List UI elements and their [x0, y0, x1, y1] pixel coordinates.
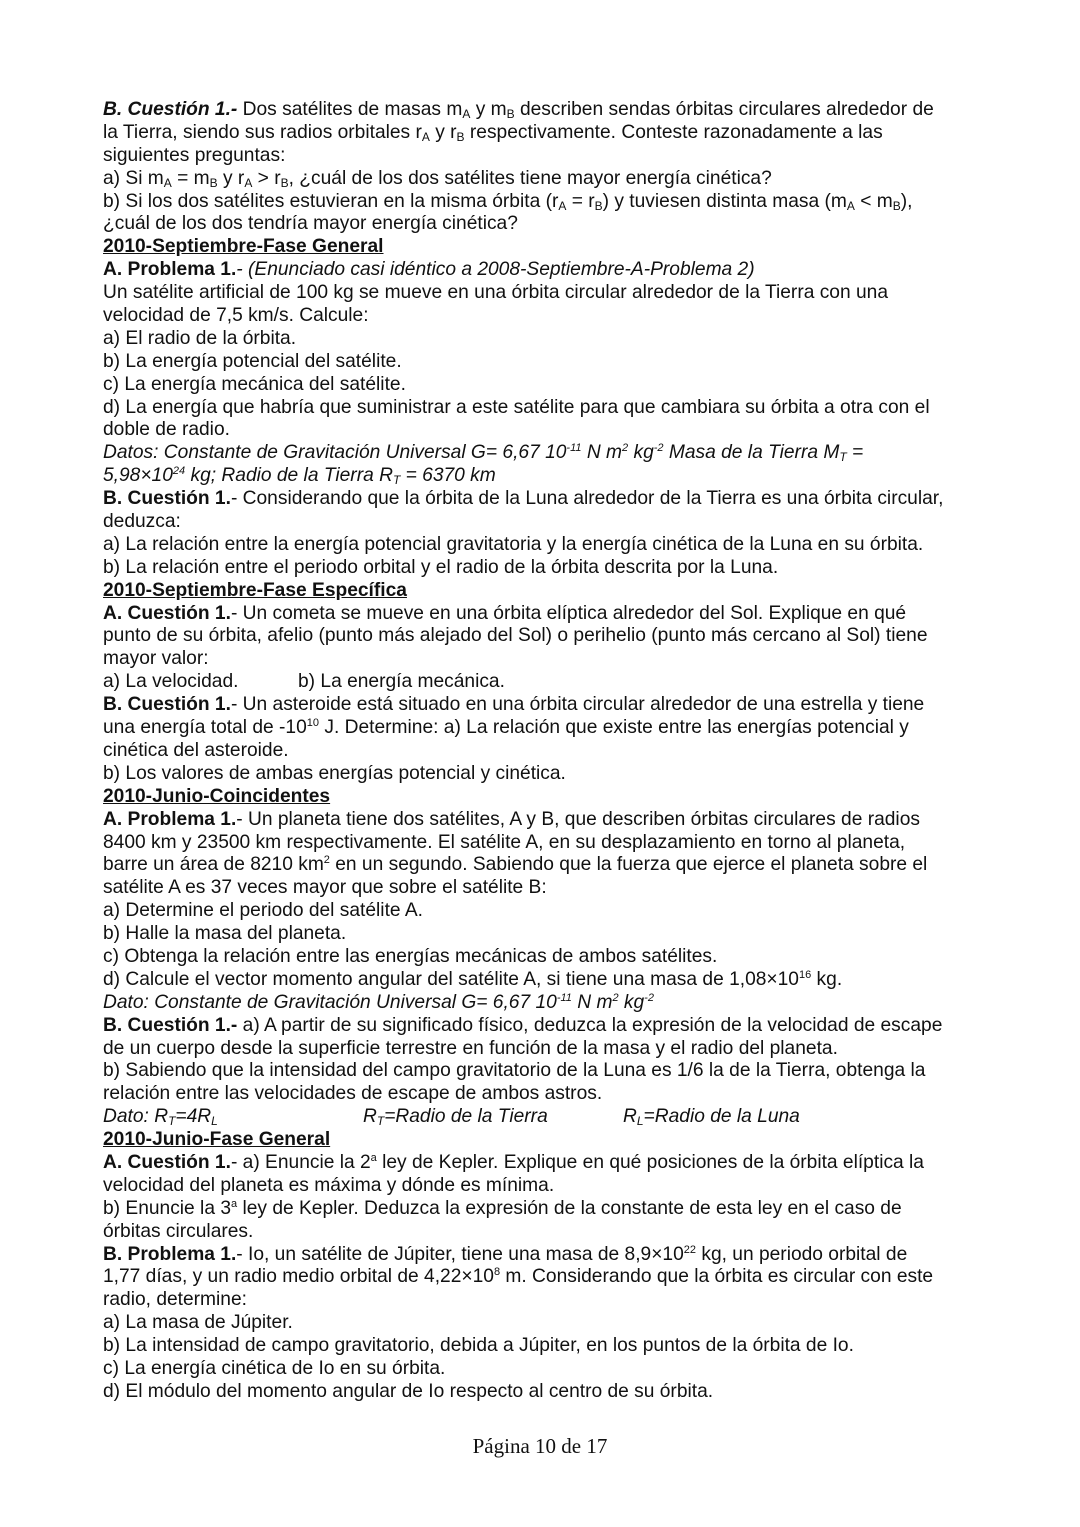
- text-line: b) La relación entre el periodo orbital y el radio de la órbita descrita por la Luna.: [103, 556, 779, 578]
- text: - Io, un satélite de Júpiter, tiene una masa de 8,9×10: [236, 1243, 684, 1265]
- text: 1,77 días, y un radio medio orbital de 4,22×10: [103, 1266, 494, 1288]
- text: 5,98×10: [103, 465, 173, 487]
- text: y m: [470, 99, 507, 120]
- data-line: [103, 465, 983, 488]
- superscript: -2: [644, 991, 654, 1004]
- text: describen sendas órbitas circulares alrededor de: [514, 99, 934, 120]
- text: a) Si m: [103, 167, 164, 189]
- superscript: 2: [323, 854, 330, 867]
- text: b) La energía mecánica.: [298, 671, 505, 693]
- text: m. Considerando que la órbita es circular con este: [500, 1266, 934, 1288]
- data-line: [103, 1106, 983, 1129]
- question-heading: B. Cuestión 1.: [103, 488, 231, 510]
- text-line: d) El módulo del momento angular de Io respecto al centro de su órbita.: [103, 1380, 714, 1402]
- text-line: b) Halle la masa del planeta.: [103, 923, 347, 945]
- question-line: [103, 1152, 983, 1175]
- text-line: velocidad del planeta es máxima y dónde es mínima.: [103, 1174, 555, 1196]
- text: - Considerando que la órbita de la Luna alrededor de la Tierra es una órbita circular,: [230, 488, 944, 510]
- text: y r: [429, 121, 457, 143]
- text: =4R: [175, 1106, 212, 1128]
- text: ),: [900, 190, 913, 212]
- text: =: [846, 442, 864, 464]
- subscript: T: [376, 1114, 385, 1129]
- text: =Radio de la Luna: [643, 1106, 800, 1128]
- text-line: Un satélite artificial de 100 kg se mueve en una órbita circular alrededor de la Tierra con una: [103, 282, 888, 304]
- question-heading: A. Cuestión 1.: [103, 1151, 231, 1173]
- superscript: -11: [556, 991, 572, 1004]
- question-heading: A. Problema 1.: [103, 259, 237, 281]
- question-heading: B. Cuestión 1.-: [103, 1014, 238, 1036]
- text: kg: [618, 991, 645, 1013]
- text-line: b) Sabiendo que la intensidad del campo gravitatorio de la Luna es 1/6 la de la Tierra, obtenga la: [103, 1060, 926, 1082]
- question-heading: B. Problema 1.: [103, 1243, 237, 1265]
- question-line: [103, 694, 983, 717]
- text-line: a) El radio de la órbita.: [103, 327, 297, 349]
- page-number: Página 10 de 17: [472, 1434, 608, 1458]
- text-line: [103, 122, 983, 145]
- data-line: [103, 992, 983, 1015]
- section-title: 2010-Junio-Coincidentes: [103, 785, 331, 807]
- text: Datos: Constante de Gravitación Universal G= 6,67 10: [103, 442, 567, 464]
- subscript: B: [594, 198, 603, 213]
- text: Dato: R: [103, 1106, 169, 1128]
- question-note: - (Enunciado casi idéntico a 2008-Septiembre-A-Problema 2): [236, 259, 755, 281]
- data-item: [103, 1106, 363, 1130]
- text: y r: [217, 167, 245, 189]
- text: una energía total de -10: [103, 717, 307, 739]
- section-title: 2010-Septiembre-Fase Específica: [103, 579, 407, 601]
- question-line: [103, 1015, 983, 1038]
- data-item: [363, 1106, 623, 1130]
- question-line: [103, 259, 983, 282]
- text: ) y tuviesen distinta masa (m: [602, 190, 847, 212]
- text: - a) Enuncie la 2: [230, 1151, 371, 1173]
- subscript: T: [839, 450, 847, 465]
- text: , ¿cuál de los dos satélites tiene mayor energía cinética?: [288, 167, 772, 189]
- superscript: 2: [612, 991, 619, 1004]
- text: - Un planeta tiene dos satélites, A y B, que describen órbitas circulares de radios: [236, 808, 920, 830]
- text-line: b) La energía potencial del satélite.: [103, 350, 402, 372]
- text: < m: [854, 190, 893, 212]
- text-line: ¿cuál de los dos tendría mayor energía cinética?: [103, 213, 518, 235]
- text: a) A partir de su significado físico, deduzca la expresión de la velocidad de escape: [237, 1014, 943, 1036]
- text-line: cinética del asteroide.: [103, 739, 289, 761]
- subscript: B: [456, 129, 465, 144]
- text-line: satélite A es 37 veces mayor que sobre el satélite B:: [103, 877, 547, 899]
- text: - Un asteroide está situado en una órbita circular alrededor de una estrella y tiene: [230, 694, 925, 716]
- superscript: 16: [798, 968, 812, 981]
- subscript: T: [392, 473, 401, 488]
- text-line: 8400 km y 23500 km respectivamente. El satélite A, en su desplazamiento en torno al planeta,: [103, 831, 906, 853]
- subscript: A: [462, 107, 471, 121]
- subscript: A: [163, 175, 172, 190]
- text-line: siguientes preguntas:: [103, 144, 286, 166]
- text-line: velocidad de 7,5 km/s. Calcule:: [103, 305, 369, 327]
- text-line: punto de su órbita, afelio (punto más alejado del Sol) o perihelio (punto más cercano al Sol) tiene: [103, 625, 928, 647]
- text: b) Si los dos satélites estuvieran en la misma órbita (r: [103, 190, 559, 212]
- text: R: [623, 1106, 637, 1128]
- question-line: [103, 809, 983, 832]
- text-line: a) Determine el periodo del satélite A.: [103, 900, 423, 922]
- superscript: a: [370, 1151, 377, 1164]
- text: kg; Radio de la Tierra R: [185, 465, 393, 487]
- document-page: [103, 99, 983, 1404]
- text: =Radio de la Tierra: [384, 1106, 548, 1128]
- text-line: a) La masa de Júpiter.: [103, 1312, 293, 1334]
- text: - Un cometa se mueve en una órbita elíptica alrededor del Sol. Explique en qué: [230, 602, 907, 624]
- text-line: [103, 1198, 983, 1221]
- subscript: A: [244, 175, 253, 190]
- text-line: relación entre las velocidades de escape de ambos astros.: [103, 1083, 603, 1105]
- text-line: mayor valor:: [103, 648, 209, 670]
- text: Masa de la Tierra M: [663, 442, 840, 464]
- text: N m: [581, 442, 623, 464]
- text: en un segundo. Sabiendo que la fuerza que ejerce el planeta sobre el: [329, 854, 928, 876]
- text-line: [103, 717, 983, 740]
- text: ley de Kepler. Explique en qué posiciones de la órbita elíptica la: [376, 1151, 924, 1173]
- text: N m: [571, 991, 613, 1013]
- text: kg: [628, 442, 654, 464]
- subscript: A: [846, 198, 855, 213]
- text-line: b) Los valores de ambas energías potencial y cinética.: [103, 762, 566, 784]
- text-line: [103, 854, 983, 877]
- text: d) Calcule el vector momento angular del satélite A, si tiene una masa de 1,08×10: [103, 968, 799, 990]
- data-item: [623, 1106, 800, 1127]
- subscript: A: [421, 129, 430, 144]
- text: kg, un periodo orbital de: [696, 1243, 908, 1265]
- question-heading: A. Cuestión 1.: [103, 602, 231, 624]
- question-line: [103, 99, 983, 122]
- subscript: A: [558, 198, 567, 213]
- superscript: 24: [172, 465, 186, 478]
- text: la Tierra, siendo sus radios orbitales r: [103, 121, 422, 143]
- text-line: de un cuerpo desde la superficie terrestre en función de la masa y el radio del planeta.: [103, 1037, 838, 1059]
- text-line: [103, 191, 983, 214]
- superscript: 2: [622, 442, 629, 455]
- question-heading: B. Cuestión 1.: [103, 694, 231, 716]
- question-line: [103, 603, 983, 626]
- text-line: doble de radio.: [103, 419, 230, 441]
- subscript: L: [211, 1114, 218, 1129]
- question-line: [103, 1244, 983, 1267]
- subscript: B: [892, 198, 901, 213]
- superscript: 22: [683, 1243, 697, 1256]
- subscript: B: [280, 175, 289, 190]
- text-line: b) La intensidad de campo gravitatorio, debida a Júpiter, en los puntos de la órbita de Io.: [103, 1335, 854, 1357]
- text-line: órbitas circulares.: [103, 1220, 254, 1242]
- data-line: [103, 442, 983, 465]
- subscript: L: [636, 1114, 644, 1129]
- text-line: c) La energía mecánica del satélite.: [103, 373, 406, 395]
- superscript: -2: [653, 442, 664, 455]
- text-line: c) Obtenga la relación entre las energías mecánicas de ambos satélites.: [103, 945, 718, 967]
- text: Dos satélites de masas m: [237, 99, 463, 120]
- text-line: [103, 671, 983, 694]
- subscript: B: [506, 107, 515, 121]
- text: Dato: Constante de Gravitación Universal G= 6,67 10: [103, 991, 557, 1013]
- text: > r: [252, 167, 281, 189]
- question-heading: B. Cuestión 1.-: [103, 99, 238, 120]
- text: b) Enuncie la 3: [103, 1197, 231, 1219]
- section-title: 2010-Septiembre-Fase General: [103, 236, 384, 258]
- superscript: 10: [306, 717, 320, 730]
- section-title: 2010-Junio-Fase General: [103, 1129, 331, 1151]
- question-line: [103, 488, 983, 511]
- text: kg.: [811, 968, 843, 990]
- subscript: B: [209, 175, 218, 190]
- text: barre un área de 8210 km: [103, 854, 324, 876]
- question-heading: A. Problema 1.: [103, 808, 237, 830]
- text: = 6370 km: [400, 465, 496, 487]
- text-line: radio, determine:: [103, 1289, 247, 1311]
- text-line: [103, 969, 983, 992]
- text: a) La velocidad.: [103, 671, 239, 693]
- text: = r: [566, 190, 595, 212]
- text-line: [103, 1266, 983, 1289]
- text: J. Determine: a) La relación que existe entre las energías potencial y: [319, 717, 909, 739]
- text-line: d) La energía que habría que suministrar a este satélite para que cambiara su órbita a otra con el: [103, 396, 930, 418]
- text-line: c) La energía cinética de Io en su órbita.: [103, 1357, 446, 1379]
- superscript: -11: [566, 442, 582, 455]
- superscript: a: [231, 1197, 238, 1210]
- text: ley de Kepler. Deduzca la expresión de la constante de esta ley en el caso de: [237, 1197, 902, 1219]
- text-line: [103, 168, 983, 191]
- superscript: 8: [493, 1266, 501, 1279]
- text-line: deduzca:: [103, 511, 181, 533]
- text: respectivamente. Conteste razonadamente a las: [464, 121, 883, 143]
- text: = m: [171, 167, 210, 189]
- subscript: T: [168, 1114, 176, 1129]
- text: R: [363, 1106, 377, 1128]
- text-line: a) La relación entre la energía potencial gravitatoria y la energía cinética de la Luna en su órbita.: [103, 533, 924, 555]
